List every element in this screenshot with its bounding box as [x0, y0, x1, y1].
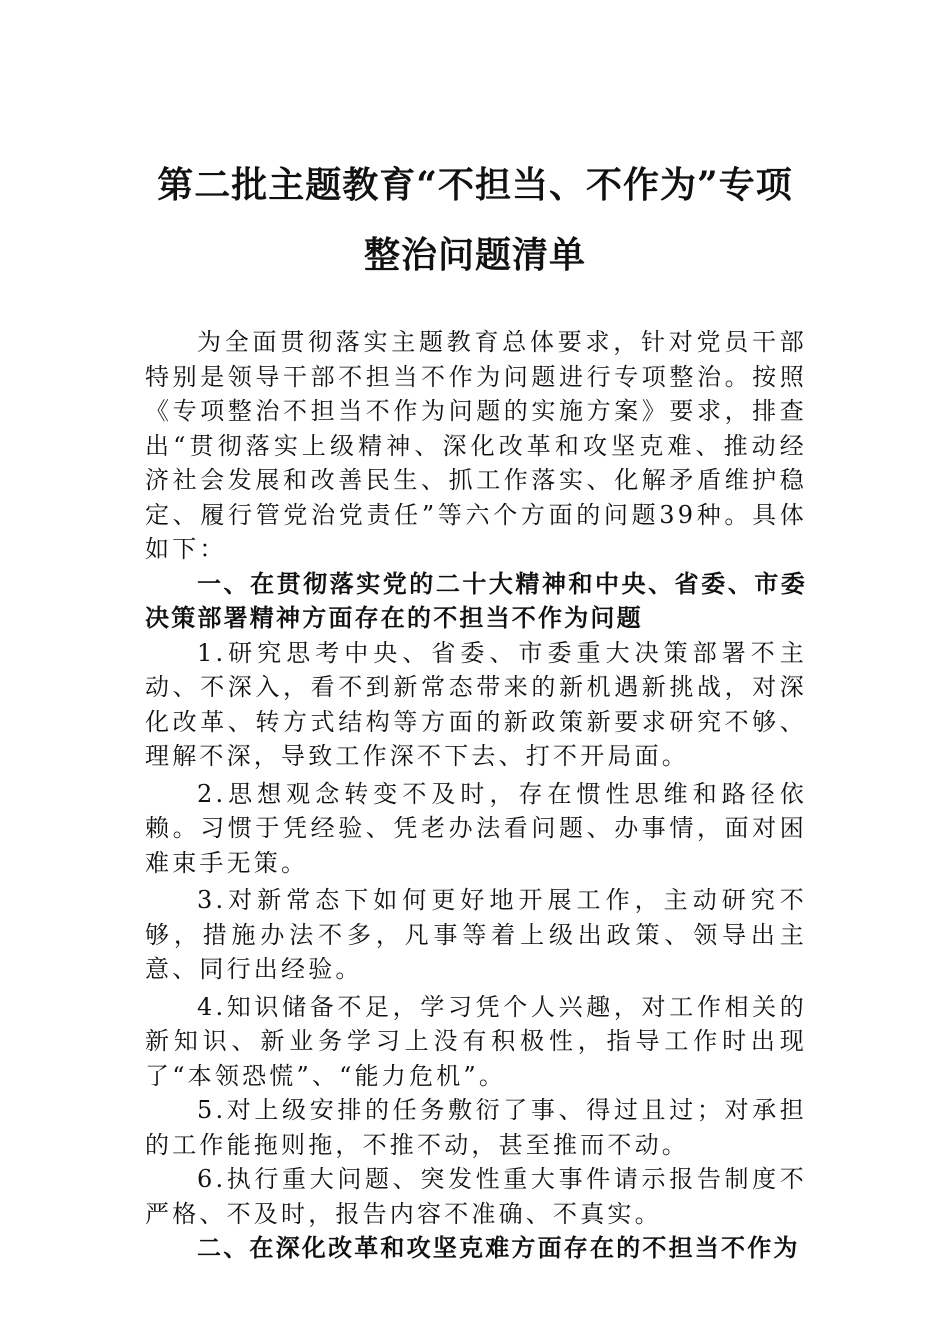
list-item: 5.对上级安排的任务敷衍了事、得过且过；对承担的工作能拖则拖，不推不动，甚至推而不动。 — [145, 1096, 807, 1159]
list-item: 1.研究思考中央、省委、市委重大决策部署不主动、不深入，看不到新常态带来的新机遇新挑战，对深化改革、转方式结构等方面的新政策新要求研究不够、理解不深，导致工作深不下去、打不开局面。 — [145, 638, 807, 770]
document-title-line-1: 第二批主题教育“不担当、不作为”专项 — [157, 164, 793, 206]
list-item: 2.思想观念转变不及时，存在惯性思维和路径依赖。习惯于凭经验、凭老办法看问题、办事情，面对困难束手无策。 — [145, 779, 807, 877]
section-heading-1: 一、在贯彻落实党的二十大精神和中央、省委、市委决策部署精神方面存在的不担当不作为问题 — [145, 569, 807, 632]
intro-paragraph: 为全面贯彻落实主题教育总体要求，针对党员干部特别是领导干部不担当不作为问题进行专项整治。按照《专项整治不担当不作为问题的实施方案》要求，排查出“贯彻落实上级精神、深化改革和攻坚克难、推动经济社会发展和改善民生、抓工作落实、化解矛盾维护稳定、履行管党治党责任”等六个方面的问题39种。具体如下： — [145, 328, 807, 563]
document-title-line-2: 整治问题清单 — [363, 234, 586, 276]
list-item: 3.对新常态下如何更好地开展工作，主动研究不够，措施办法不多，凡事等着上级出政策、领导出主意、同行出经验。 — [145, 886, 807, 983]
list-item: 4.知识储备不足，学习凭个人兴趣，对工作相关的新知识、新业务学习上没有积极性，指导工作时出现了“本领恐慌”、“能力危机”。 — [145, 992, 807, 1090]
list-item: 6.执行重大问题、突发性重大事件请示报告制度不严格、不及时，报告内容不准确、不真实。 — [145, 1165, 807, 1228]
document-body — [145, 325, 807, 1266]
section-heading-2: 二、在深化改革和攻坚克难方面存在的不担当不作为 — [197, 1234, 800, 1262]
